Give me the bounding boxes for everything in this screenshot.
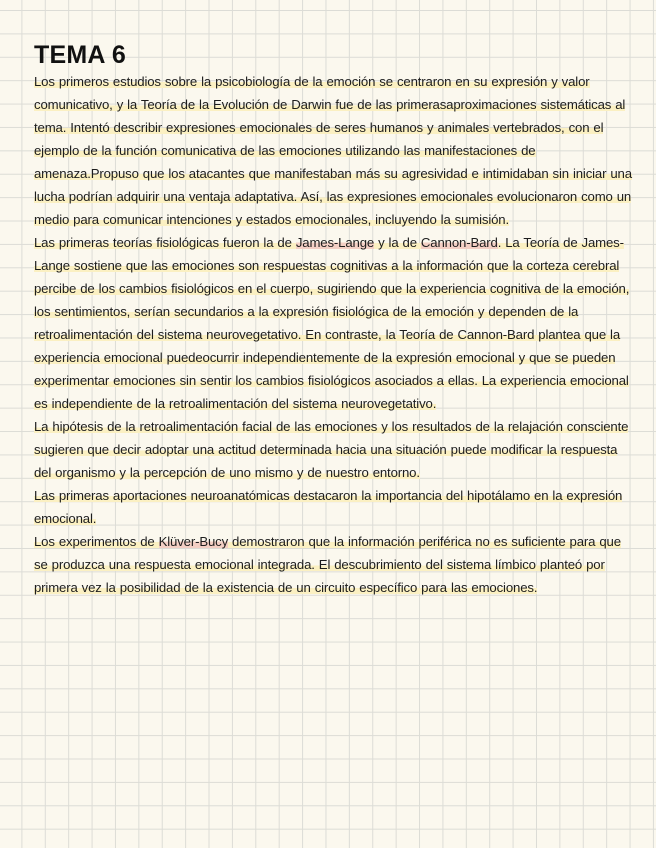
page-title: TEMA 6 — [34, 41, 126, 69]
highlighted-text: Las primeras aportaciones neuroanatómicas destacaron la importancia del hipotálamo en la expresión emocional. — [34, 488, 623, 526]
paragraph-kluver-bucy — [34, 530, 634, 599]
paragraph-darwin — [34, 70, 634, 231]
name-highlight-cannon-bard: Cannon-Bard — [420, 235, 498, 250]
name-highlight-kluver-bucy: Klüver-Bucy — [158, 534, 229, 549]
name-highlight-james-lange: James-Lange — [295, 235, 375, 250]
highlighted-text: La hipótesis de la retroalimentación facial de las emociones y los resultados de la relajación consciente sugieren que decir adoptar una actitud determinada hacia una situación puede modificar la respuesta del organismo y la percepción de uno mismo y de nuestro entorno. — [34, 419, 629, 480]
paragraph-neuroanatomy — [34, 484, 634, 530]
highlighted-text: Los primeros estudios sobre la psicobiología de la emoción se centraron en su expresión y valor comunicativo, y la Teoría de la Evolución de Darwin fue de las primerasaproximaciones sistemáticas al tema. Intentó describir expresiones emocionales de seres humanos y animales vertebrados, con el ejemplo de la función comunicativa de las emociones utilizando las manifestaciones de amenaza.Propuso que los atacantes que manifestaban más su agresividad e intimidaban sin iniciar una lucha podrían adquirir una ventaja adaptativa. Así, las expresiones emocionales evolucionaron como un medio para comunicar intenciones y estados emocionales, incluyendo la sumisión. — [34, 74, 632, 227]
note-page — [34, 40, 634, 599]
highlighted-text: Las primeras teorías fisiológicas fueron la de — [34, 235, 296, 250]
highlighted-text: demostraron que la información periférica no es suficiente para que se produzca una respuesta emocional integrada. El descubrimiento del sistema límbico planteó por primera vez la posibilidad de la existencia de un circuito específico para las emociones. — [34, 534, 621, 595]
paragraph-physiological-theories — [34, 231, 634, 415]
highlighted-text: . La Teoría de James-Lange sostiene que las emociones son respuestas cognitivas a la información que la corteza cerebral percibe de los cambios fisiológicos en el cuerpo, sugiriendo que la experiencia cognitiva de la emoción, los sentimientos, serían secundarios a la expresión fisiológica de la emoción y dependen de la retroalimentación del sistema neurovegetativo. En contraste, la Teoría de Cannon-Bard plantea que la experiencia emocional puedeocurrir independientemente de la expresión emocional y que se pueden experimentar emociones sin sentir los cambios fisiológicos asociados a ellas. La experiencia emocional es independiente de la retroalimentación del sistema neurovegetativo. — [34, 235, 630, 411]
paragraph-facial-feedback — [34, 415, 634, 484]
highlighted-text: Los experimentos de — [34, 534, 159, 549]
highlighted-text: y la de — [374, 235, 421, 250]
